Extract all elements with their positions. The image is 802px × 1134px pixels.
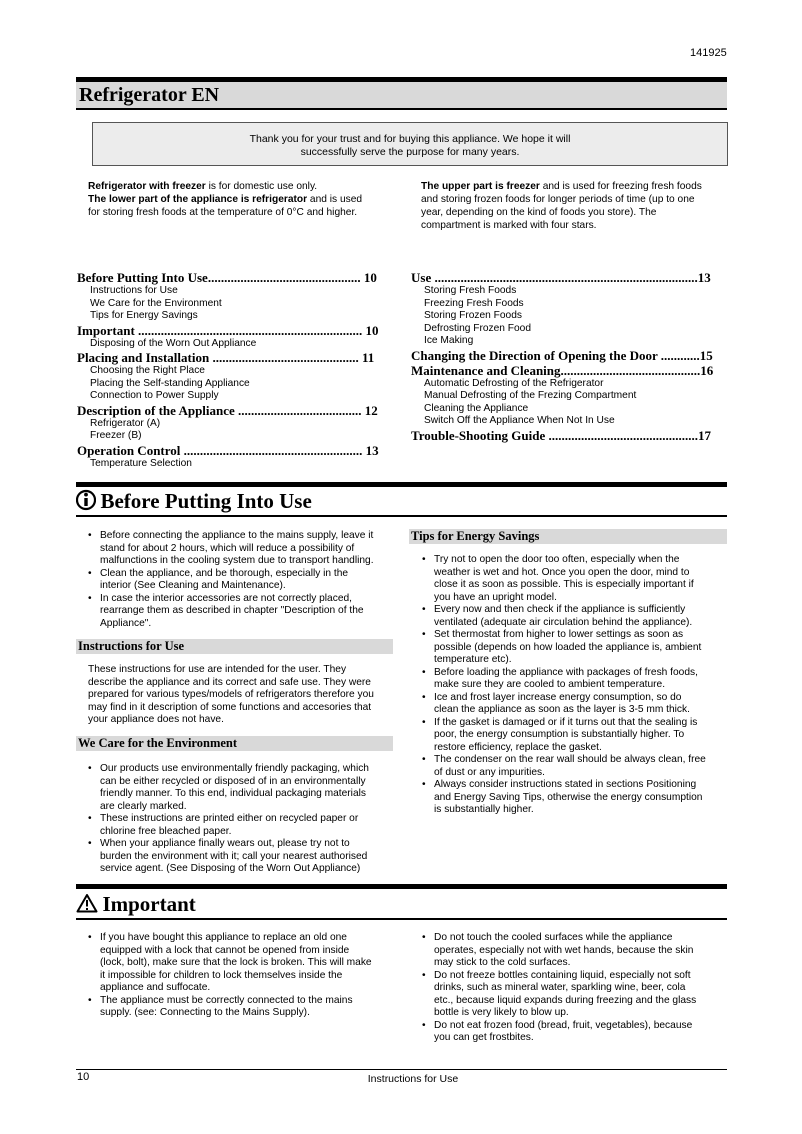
bullet-item — [88, 995, 400, 1020]
bullet-line: friendly manner. To this end, individual packaging materials — [100, 788, 366, 799]
toc-subitem: Refrigerator (A) — [90, 417, 161, 429]
before-section-title: Before Putting Into Use — [100, 489, 312, 513]
important-right-bullets — [422, 932, 727, 1045]
document-number: 141925 — [690, 47, 727, 59]
toc-subitem: Storing Fresh Foods — [424, 285, 517, 296]
section-rule-before — [76, 482, 727, 487]
bullet-item — [422, 779, 727, 817]
important-left-bullets — [88, 932, 400, 1020]
toc-subitem: Cleaning the Appliance — [424, 402, 529, 414]
bullet-item — [88, 593, 398, 631]
page-title: Refrigerator EN — [79, 84, 220, 106]
intro-right — [421, 180, 727, 232]
section-underline-important — [76, 918, 727, 920]
toc-heading: Maintenance and Cleaning...........................................16 — [411, 362, 714, 378]
bullet-line: • Ice and frost layer increase energy consumption, so do — [434, 691, 682, 703]
bullet-line: equipped with a lock that cannot be opened from inside — [100, 944, 350, 956]
bullet-line: is substantially higher. — [434, 804, 534, 815]
intro-right-text-1: and is used for freezing fresh foods — [539, 181, 702, 192]
bullet-item — [88, 838, 398, 876]
intro-left-text-3: for storing fresh foods at the temperature of 0°C and higher. — [88, 207, 358, 218]
toc-subitem: Connection to Power Supply — [90, 390, 219, 401]
intro-right-bold-1: The upper part is freezer — [421, 181, 540, 192]
thank-you-line-2: successfully serve the purpose for many years. — [300, 146, 520, 158]
bullet-line: • If the gasket is damaged or if it turns out that the sealing is — [434, 716, 698, 728]
intro-left-bold-2: The lower part of the appliance is refrigerator — [88, 194, 308, 205]
bullet-item — [422, 629, 727, 667]
bullet-item — [422, 554, 727, 604]
bullet-line: • If you have bought this appliance to replace an old one — [100, 932, 347, 943]
bullet-line: ventilated (adequate air circulation behind the appliance). — [434, 616, 693, 628]
toc-subitem: Choosing the Right Place — [90, 365, 205, 376]
toc-right — [411, 270, 729, 443]
footer-text: Instructions for Use — [367, 1073, 459, 1085]
environment-subheading: We Care for the Environment — [76, 736, 393, 751]
bullet-line: close it as soon as possible. This is especially important if — [434, 579, 694, 590]
toc-left — [77, 270, 395, 470]
toc-subitem: Tips for Energy Savings — [90, 310, 198, 321]
bullet-line: bottle is very likely to blow up. — [434, 1007, 569, 1018]
bullet-item — [88, 813, 398, 838]
bullet-line: etc., because liquid expands during freezing and the glass — [434, 994, 697, 1006]
toc-subitem: Storing Frozen Foods — [424, 310, 522, 321]
bullet-line: • Before connecting the appliance to the mains supply, leave it — [100, 530, 374, 541]
bullet-item — [88, 763, 398, 813]
toc-subitem: Temperature Selection — [90, 457, 192, 469]
bullet-item — [422, 667, 727, 692]
paragraph-line: These instructions for use are intended for the user. They — [88, 664, 347, 675]
bullet-item — [422, 932, 727, 970]
toc-heading: Operation Control ....................................................... 13 — [77, 442, 379, 458]
bullet-line: malfunctions in the cooling system due to transport handling. — [100, 555, 374, 566]
bullet-line: you have an upright model. — [434, 591, 557, 603]
bullet-line: weather is wet and hot. Once you open the door, mind to — [434, 566, 690, 578]
bullet-line: • The condenser on the rear wall should be always clean, free — [434, 754, 706, 765]
before-section-heading — [76, 489, 312, 514]
instructions-subheading: Instructions for Use — [76, 639, 393, 654]
bullet-item — [422, 754, 727, 779]
bullet-line: chlorine free bleached paper. — [100, 825, 232, 837]
bullet-line: • Do not freeze bottles containing liquid, especially not soft — [434, 969, 691, 981]
warning-icon — [76, 893, 98, 913]
bullet-line: drinks, such as mineral water, sparkling wine, beer, cola — [434, 982, 686, 993]
bullet-item — [422, 970, 727, 1020]
bullet-line: temperature etc). — [434, 654, 512, 665]
bullet-line: • Always consider instructions stated in sections Positioning — [434, 779, 697, 790]
tips-bullets — [422, 554, 727, 817]
bullet-line: service agent. (See Disposing of the Worn Out Appliance) — [100, 863, 361, 874]
bullet-line: • Do not touch the cooled surfaces while the appliance — [434, 932, 673, 943]
bullet-item — [422, 1020, 727, 1045]
bullet-line: • Our products use environmentally friendly packaging, which — [100, 763, 369, 774]
bullet-line: poor, the energy consumption is substantially higher. To — [434, 729, 685, 740]
thank-you-line-1: Thank you for your trust and for buying this appliance. We hope it will — [249, 133, 571, 145]
bullet-line: Appliance". — [100, 617, 152, 629]
important-section-title: Important — [102, 892, 196, 916]
tips-subheading: Tips for Energy Savings — [409, 529, 727, 544]
toc-heading: Trouble-Shooting Guide ..............................................17 — [411, 427, 711, 443]
intro-left-text-1: is for domestic use only. — [205, 181, 318, 192]
intro-left-text-2: and is used — [307, 194, 363, 205]
bullet-line: can be either recycled or disposed of in an environmentally — [100, 775, 366, 787]
paragraph-line: describe the appliance and its correct and safe use. They were — [88, 676, 371, 688]
intro-right-text-3: year, depending on the kind of foods you store). The — [421, 207, 657, 218]
bullet-line: • Every now and then check if the appliance is sufficiently — [434, 604, 686, 615]
toc-subitem: Manual Defrosting of the Frezing Compartment — [424, 390, 637, 401]
bullet-item — [88, 932, 400, 995]
bullet-line: operates, especially not with wet hands, because the skin — [434, 944, 694, 956]
bullet-line: possible (depends on how loaded the appliance is, ambient — [434, 641, 702, 653]
bullet-line: rearrange them as described in chapter "Description of the — [100, 605, 364, 616]
info-icon — [76, 489, 96, 511]
bullet-line: and Energy Saving Tips, otherwise the energy consumption — [434, 791, 703, 803]
bullet-line: clean the appliance as soon as the layer is 3-5 mm thick. — [434, 704, 690, 715]
important-section-heading — [76, 892, 196, 917]
toc-subitem: Instructions for Use — [90, 285, 178, 296]
toc-subitem: Freezing Fresh Foods — [424, 297, 524, 309]
bullet-line: • Do not eat frozen food (bread, fruit, vegetables), because — [434, 1019, 693, 1031]
intro-left-bold-1: Refrigerator with freezer — [88, 181, 206, 192]
bullet-line: burden the environment with it; call your nearest authorised — [100, 850, 368, 862]
toc-subitem: We Care for the Environment — [90, 297, 222, 309]
toc-subitem: Ice Making — [424, 335, 474, 346]
toc-heading: Placing and Installation ............................................. 11 — [77, 350, 375, 365]
bullet-item — [88, 568, 398, 593]
bullet-line: • The appliance must be correctly connected to the mains — [100, 994, 353, 1006]
toc-heading: Description of the Appliance ...................................... 12 — [77, 402, 378, 418]
bullet-line: interior (See Cleaning and Maintenance). — [100, 580, 286, 591]
bullet-line: (lock, bolt), make sure that the lock is broken. This will make — [100, 957, 372, 968]
bullet-line: • When your appliance finally wears out, please try not to — [100, 838, 350, 849]
bullet-line: it impossible for children to lock themselves inside the — [100, 969, 343, 981]
toc-subitem: Disposing of the Worn Out Appliance — [90, 337, 257, 349]
bullet-line: • Clean the appliance, and be thorough, especially in the — [100, 567, 349, 579]
paragraph-line: may find in it description of some functions and accesories that — [88, 701, 372, 713]
intro-right-text-4: compartment is marked with four stars. — [421, 220, 597, 231]
paragraph-line: your appliance does not have. — [88, 714, 224, 725]
paragraph-line: prepared for various types/models of refrigerators therefore you — [88, 689, 374, 700]
toc-heading: Before Putting Into Use............................................... 10 — [77, 270, 377, 285]
toc-heading: Use .................................................................................13 — [411, 270, 711, 285]
bullet-line: you can get frostbites. — [434, 1032, 534, 1043]
intro-right-text-2: and storing frozen foods for longer periods of time (up to one — [421, 194, 695, 205]
footer-rule — [76, 1069, 727, 1070]
bullet-line: • These instructions are printed either on recycled paper or — [100, 813, 359, 824]
intro-left — [88, 180, 398, 219]
toc-subitem: Defrosting Frozen Food — [424, 322, 532, 334]
section-rule-important — [76, 884, 727, 889]
bullet-line: make sure they are cooled to ambient temperature. — [434, 679, 666, 690]
bullet-line: supply. (see: Connecting to the Mains Supply). — [100, 1007, 310, 1018]
bullet-item — [88, 530, 398, 568]
bullet-line: stand for about 2 hours, which will reduce a possibility of — [100, 542, 355, 554]
instructions-paragraph — [88, 664, 398, 727]
section-underline-before — [76, 515, 727, 517]
toc-heading: Important ..................................................................... 10 — [77, 322, 379, 338]
bullet-line: of dust or any impurities. — [434, 766, 545, 778]
toc-subitem: Placing the Self-standing Appliance — [90, 377, 250, 389]
bullet-line: appliance and suffocate. — [100, 982, 211, 993]
thank-you-box — [92, 122, 728, 166]
bullet-line: • Set thermostat from higher to lower settings as soon as — [434, 629, 684, 640]
toc-subitem: Automatic Defrosting of the Refrigerator — [424, 377, 604, 389]
bullet-line: are clearly marked. — [100, 800, 187, 812]
before-bullets — [88, 530, 398, 630]
page-number: 10 — [77, 1071, 90, 1083]
bullet-item — [422, 717, 727, 755]
bullet-line: restore efficiency, replace the gasket. — [434, 741, 602, 753]
bullet-line: may stick to the cold surfaces. — [434, 957, 571, 968]
toc-heading: Changing the Direction of Opening the Door ............15 — [411, 347, 713, 363]
bullet-item — [422, 692, 727, 717]
toc-subitem: Switch Off the Appliance When Not In Use — [424, 415, 615, 426]
bullet-line: • Before loading the appliance with packages of fresh foods, — [434, 666, 698, 678]
bullet-line: • Try not to open the door too often, especially when the — [434, 554, 680, 565]
toc-subitem: Freezer (B) — [90, 430, 142, 441]
environment-bullets — [88, 763, 398, 876]
bullet-item — [422, 604, 727, 629]
bullet-line: • In case the interior accessories are not correctly placed, — [100, 592, 352, 604]
